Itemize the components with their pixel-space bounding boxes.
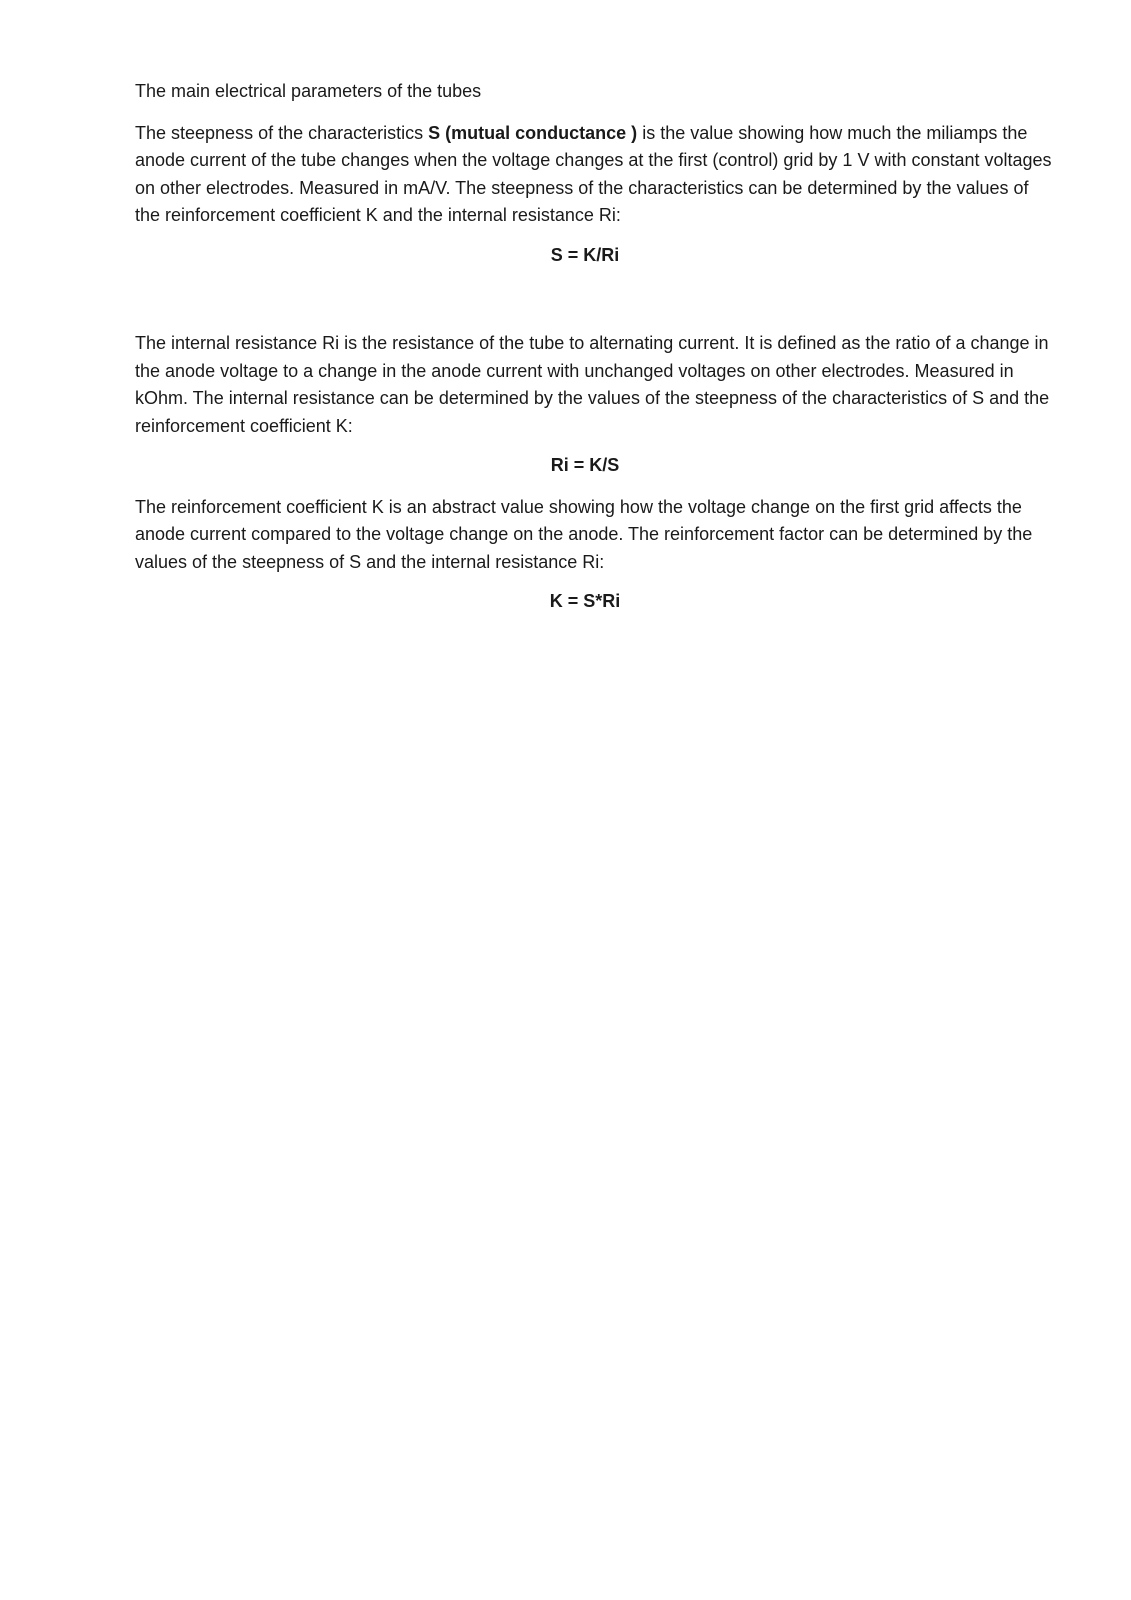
reinforcement-coefficient-paragraph: The reinforcement coefficient K is an abstract value showing how the voltage change on the first grid affects the anode current compared to the voltage change on the anode. The reinforcement factor can be determined by the values of the steepness of S and the internal resistance Ri: xyxy=(135,496,1033,572)
internal-resistance-paragraph: The internal resistance Ri is the resistance of the tube to alternating current. It is defined as the ratio of a change in the anode voltage to a change in the anode current with unchanged voltages on other electrodes. Measured in kOhm. The internal resistance can be determined by the values of the steepness of the characteristics of S and the reinforcement coefficient K: xyxy=(135,333,1050,436)
steepness-term: S (mutual conductance ) xyxy=(428,122,638,143)
steepness-paragraph xyxy=(135,120,1055,230)
reinforcement-coefficient-formula: K = S*Ri xyxy=(549,591,621,611)
document-content xyxy=(135,78,1055,630)
steepness-text-start: The steepness of the characteristics xyxy=(135,122,429,143)
internal-resistance-formula: Ri = K/S xyxy=(550,455,620,475)
document-title: The main electrical parameters of the tubes xyxy=(135,81,482,101)
steepness-text-end: is the value showing how much the miliamps the anode current of the tube changes when the voltage changes at the first (control) grid by 1 V with constant voltages on other electrodes. Measured in mA/V. The steepness of the characteristics can be determined by the values of the reinforcement coefficient K and the internal resistance Ri: xyxy=(135,122,1052,225)
section-spacer xyxy=(135,283,1055,330)
steepness-formula: S = K/Ri xyxy=(550,244,620,265)
